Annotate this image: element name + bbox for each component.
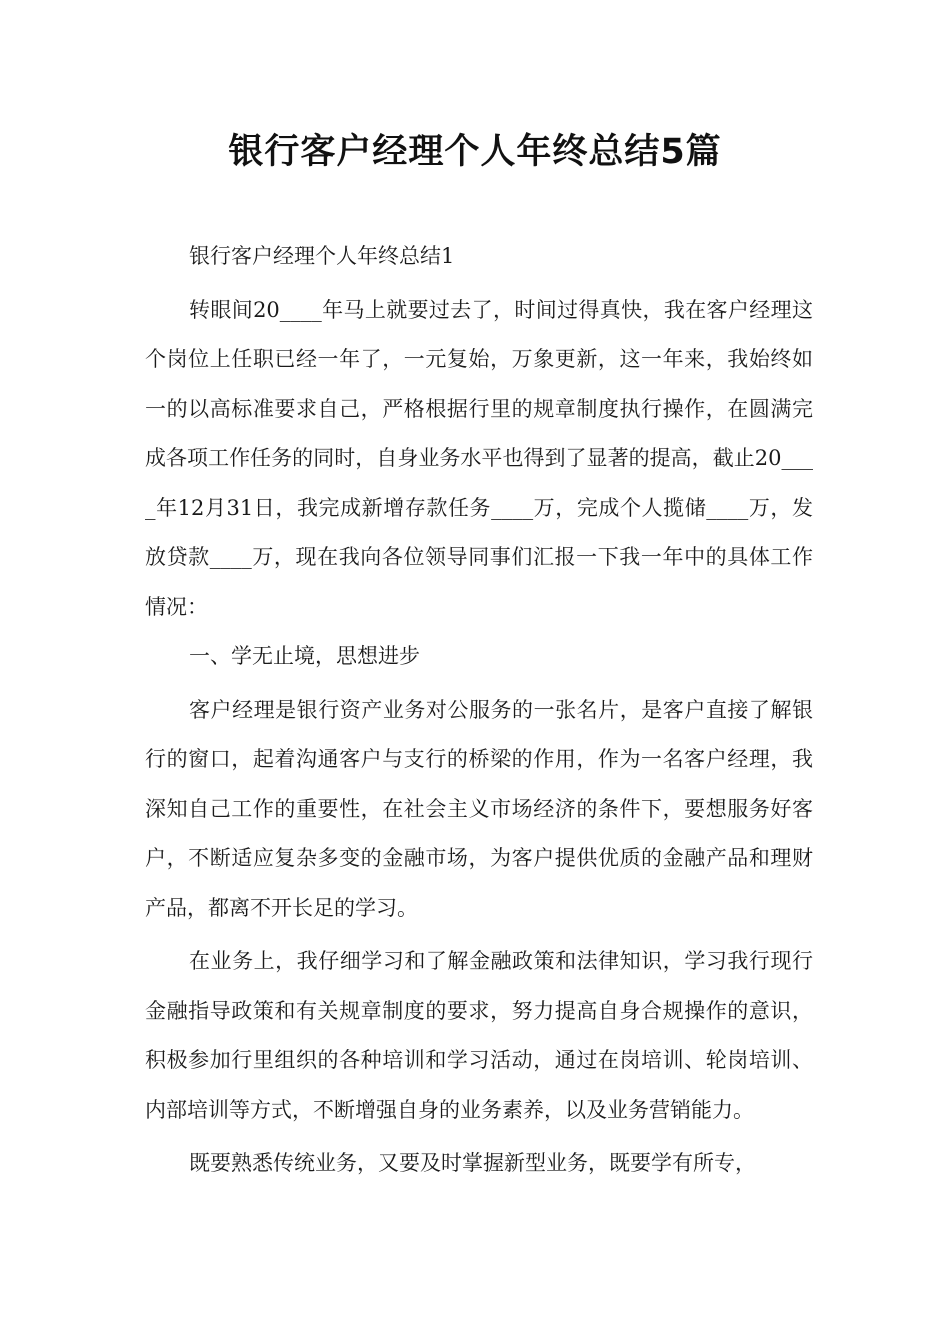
paragraph-learning-1: 客户经理是银行资产业务对公服务的一张名片，是客户直接了解银行的窗口，起着沟通客户与支行的桥梁的作用，作为一名客户经理，我深知自己工作的重要性，在社会主义市场经济的条件下，要想服务好客户，不断适应复杂多变的金融市场，为客户提供优质的金融产品和理财产品，都离不开长足的学习。	[145, 697, 813, 920]
document-title: 银行客户经理个人年终总结5篇	[228, 132, 722, 172]
section-heading-learning: 一、学无止境，思想进步	[189, 644, 420, 668]
paragraph-intro: 转眼间20____年马上就要过去了，时间过得真快，我在客户经理这个岗位上任职已经一年了，一元复始，万象更新，这一年来，我始终如一的以高标准要求自己，严格根据行里的规章制度执行操作，在圆满完成各项工作任务的同时，自身业务水平也得到了显著的提高，截止20____年12月31日，我完成新增存款任务____万，完成个人揽储____万，发放贷款____万，现在我向各位领导同事们汇报一下我一年中的具体工作情况：	[145, 297, 813, 619]
paragraph-learning-2: 在业务上，我仔细学习和了解金融政策和法律知识，学习我行现行金融指导政策和有关规章制度的要求，努力提高自身合规操作的意识，积极参加行里组织的各种培训和学习活动，通过在岗培训、轮岗培训、内部培训等方式，不断增强自身的业务素养，以及业务营销能力。	[145, 949, 813, 1122]
document-body	[145, 232, 813, 1189]
paragraph-learning-3: 既要熟悉传统业务，又要及时掌握新型业务，既要学有所专，	[189, 1151, 756, 1175]
section-heading-1: 银行客户经理个人年终总结1	[189, 244, 455, 268]
